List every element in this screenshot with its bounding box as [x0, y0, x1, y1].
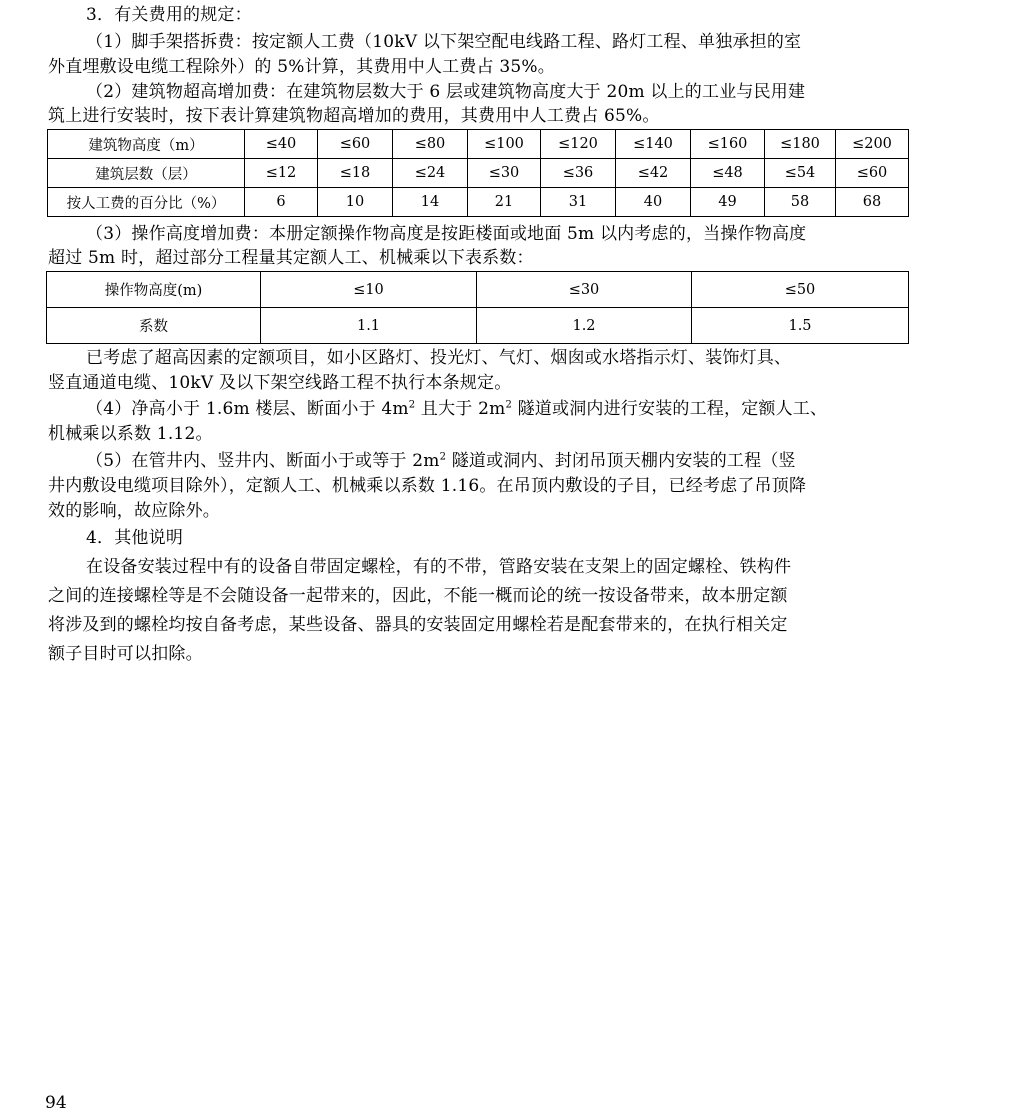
table-cell: ≤60	[836, 159, 909, 188]
table-row	[47, 308, 909, 344]
item4-text-a: （4）净高小于 1.6m 楼层、断面小于 4m	[86, 399, 409, 419]
section3-heading: 3．有关费用的规定：	[86, 5, 252, 25]
item1-line1: （1）脚手架搭拆费：按定额人工费（10kV 以下架空配电线路工程、路灯工程、单独承担的室	[86, 32, 802, 52]
table-cell: 1.1	[261, 308, 477, 344]
page-number: 94	[45, 1093, 67, 1113]
other-line3: 将涉及到的螺栓均按自备考虑，某些设备、器具的安装固定用螺栓若是配套带来的，在执行相关定	[48, 615, 788, 635]
table-cell: ≤48	[691, 159, 765, 188]
superscript: 2	[505, 399, 512, 411]
row-label: 按人工费的百分比（%）	[48, 188, 245, 217]
note-line1: 已考虑了超高因素的定额项目，如小区路灯、投光灯、气灯、烟囱或水塔指示灯、装饰灯具、	[86, 348, 792, 368]
note-line2: 竖直通道电缆、10kV 及以下架空线路工程不执行本条规定。	[48, 373, 512, 393]
item3-line2: 超过 5m 时，超过部分工程量其定额人工、机械乘以下表系数：	[48, 248, 534, 268]
other-line2: 之间的连接螺栓等是不会随设备一起带来的，因此，不能一概而论的统一按设备带来，故本册定额	[48, 586, 788, 606]
table-cell: ≤50	[692, 272, 909, 308]
table-cell: ≤100	[468, 130, 541, 159]
table-cell: 31	[541, 188, 616, 217]
table-cell: 6	[245, 188, 318, 217]
table-cell: 1.5	[692, 308, 909, 344]
item4-line2: 机械乘以系数 1.12。	[48, 424, 213, 444]
table-cell: ≤24	[393, 159, 468, 188]
item2-line1: （2）建筑物超高增加费：在建筑物层数大于 6 层或建筑物高度大于 20m 以上的工业与民用建	[86, 82, 806, 102]
row-label: 操作物高度(m)	[47, 272, 261, 308]
table-cell: ≤80	[393, 130, 468, 159]
table-cell: ≤10	[261, 272, 477, 308]
row-label: 建筑层数（层）	[48, 159, 245, 188]
table-cell: ≤200	[836, 130, 909, 159]
table-cell: ≤54	[765, 159, 836, 188]
table-cell: ≤140	[616, 130, 691, 159]
table-row	[47, 272, 909, 308]
table-row	[48, 159, 909, 188]
table-cell: 58	[765, 188, 836, 217]
item4-line1	[86, 397, 893, 421]
item5-line2: 井内敷设电缆项目除外），定额人工、机械乘以系数 1.16。在吊顶内敷设的子目，已经考虑了吊顶降	[48, 476, 807, 496]
item4-text-c: 隧道或洞内进行安装的工程，定额人工、	[512, 399, 828, 419]
table-cell: 49	[691, 188, 765, 217]
table-cell: ≤18	[318, 159, 393, 188]
table-cell: 40	[616, 188, 691, 217]
table-cell: ≤40	[245, 130, 318, 159]
superscript: 2	[439, 451, 447, 463]
item2-line2: 筑上进行安装时，按下表计算建筑物超高增加的费用，其费用中人工费占 65%。	[48, 106, 660, 126]
section4-heading: 4．其他说明	[86, 528, 184, 548]
table-cell: ≤160	[691, 130, 765, 159]
row-label: 建筑物高度（m）	[48, 130, 245, 159]
table-cell: ≤36	[541, 159, 616, 188]
operation-height-table	[46, 271, 909, 344]
item5-line3: 效的影响，故应除外。	[48, 501, 220, 521]
table-cell: 68	[836, 188, 909, 217]
table-cell: ≤180	[765, 130, 836, 159]
table-cell: 21	[468, 188, 541, 217]
superscript: 2	[408, 399, 416, 411]
table-cell: ≤60	[318, 130, 393, 159]
table-cell: ≤30	[468, 159, 541, 188]
table-cell: ≤120	[541, 130, 616, 159]
item1-line2: 外直埋敷设电缆工程除外）的 5%计算，其费用中人工费占 35%。	[48, 57, 555, 77]
item3-line1: （3）操作高度增加费：本册定额操作物高度是按距楼面或地面 5m 以内考虑的，当操作物高度	[86, 224, 807, 244]
item5-text-a: （5）在管井内、竖井内、断面小于或等于 2m	[86, 451, 440, 471]
building-height-table	[47, 129, 909, 217]
table-cell: 1.2	[477, 308, 692, 344]
other-line4: 额子目时可以扣除。	[48, 644, 203, 664]
row-label: 系数	[47, 308, 261, 344]
other-line1: 在设备安装过程中有的设备自带固定螺栓，有的不带，管路安装在支架上的固定螺栓、铁构件	[86, 557, 792, 577]
item5-line1	[86, 449, 893, 473]
table-cell: 10	[318, 188, 393, 217]
table-row	[48, 130, 909, 159]
table-cell: ≤42	[616, 159, 691, 188]
table-cell: ≤30	[477, 272, 692, 308]
table-row	[48, 188, 909, 217]
table-cell: ≤12	[245, 159, 318, 188]
item5-text-b: 隧道或洞内、封闭吊顶天棚内安装的工程（竖	[446, 451, 796, 471]
item4-text-b: 且大于 2m	[415, 399, 506, 419]
table-cell: 14	[393, 188, 468, 217]
